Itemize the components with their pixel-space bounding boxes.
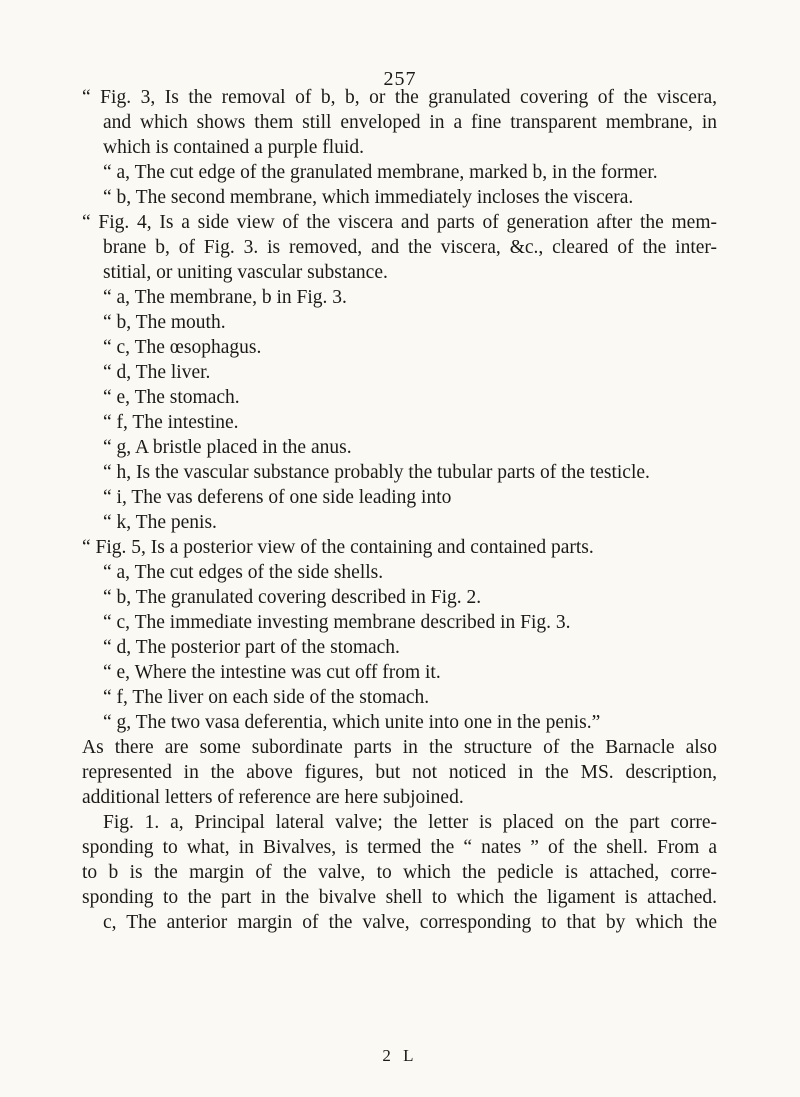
text-line: “ f, The intestine. — [103, 412, 239, 433]
text-line: brane b, of Fig. 3. is removed, and the viscera, &c., cleared of the inter- — [103, 237, 717, 258]
text-line: As there are some subordinate parts in the structure of the Barnacle also — [82, 737, 717, 758]
text-line: “ Fig. 3, Is the removal of b, b, or the granulated covering of the viscera, — [82, 87, 717, 108]
text-line: “ d, The liver. — [103, 362, 211, 383]
signature-mark: 2 L — [382, 1046, 418, 1065]
text-line: “ e, The stomach. — [103, 387, 240, 408]
text-line: c, The anterior margin of the valve, corresponding to that by which the — [103, 912, 717, 933]
text-line: “ Fig. 5, Is a posterior view of the containing and contained parts. — [82, 537, 594, 558]
text-line: additional letters of reference are here subjoined. — [82, 787, 464, 808]
text-line: and which shows them still enveloped in a fine transparent membrane, in — [103, 112, 717, 133]
page-number: 257 — [383, 68, 417, 90]
text-line: “ b, The mouth. — [103, 312, 226, 333]
text-line: “ f, The liver on each side of the stomach. — [103, 687, 430, 708]
text-line: “ g, The two vasa deferentia, which unite into one in the penis.” — [103, 712, 601, 733]
text-line: sponding to the part in the bivalve shell to which the ligament is attached. — [82, 887, 717, 908]
text-line: sponding to what, in Bivalves, is termed the “ nates ” of the shell. From a — [82, 837, 717, 858]
text-line: represented in the above figures, but not noticed in the MS. description, — [82, 762, 717, 783]
text-line: to b is the margin of the valve, to which the pedicle is attached, corre- — [82, 862, 717, 883]
text-line: “ c, The œsophagus. — [103, 337, 262, 358]
text-line: “ k, The penis. — [103, 512, 217, 533]
text-line: “ i, The vas deferens of one side leading into — [103, 487, 452, 508]
text-line: “ b, The granulated covering described in Fig. 2. — [103, 587, 482, 608]
text-line: “ b, The second membrane, which immediately incloses the viscera. — [103, 187, 634, 208]
text-line: “ d, The posterior part of the stomach. — [103, 637, 400, 658]
text-line: “ g, A bristle placed in the anus. — [103, 437, 352, 458]
text-line: which is contained a purple fluid. — [103, 137, 365, 158]
text-line: stitial, or uniting vascular substance. — [103, 262, 388, 283]
text-line: “ h, Is the vascular substance probably the tubular parts of the testicle. — [103, 462, 650, 483]
text-line: Fig. 1. a, Principal lateral valve; the letter is placed on the part corre- — [103, 812, 717, 833]
text-line: “ Fig. 4, Is a side view of the viscera and parts of generation after the mem- — [82, 212, 717, 233]
text-line: “ a, The cut edge of the granulated membrane, marked b, in the former. — [103, 162, 658, 183]
text-line: “ c, The immediate investing membrane described in Fig. 3. — [103, 612, 571, 633]
text-line: “ e, Where the intestine was cut off from it. — [103, 662, 441, 683]
text-line: “ a, The cut edges of the side shells. — [103, 562, 384, 583]
text-line: “ a, The membrane, b in Fig. 3. — [103, 287, 347, 308]
